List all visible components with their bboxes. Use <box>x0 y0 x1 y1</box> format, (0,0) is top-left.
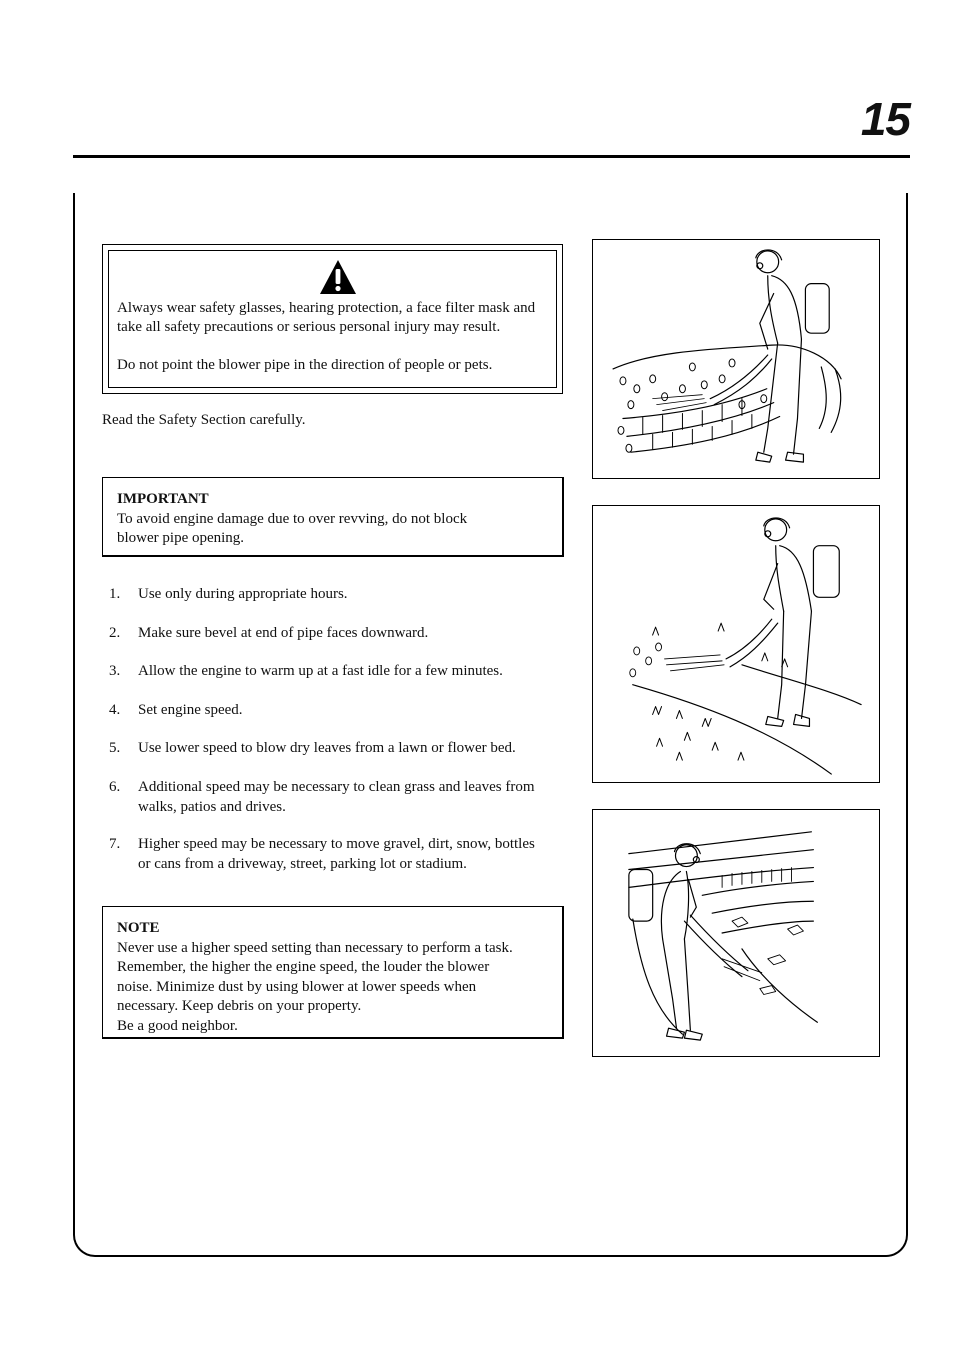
step-item <box>102 778 564 817</box>
step-text: Allow the engine to warm up at a fast idle for a few minutes. <box>138 663 503 679</box>
note-line: Remember, the higher the engine speed, the louder the blower <box>117 959 490 975</box>
step-number: 6. <box>109 779 121 795</box>
illustration-blowing-walkway <box>593 506 879 782</box>
step-item <box>102 585 564 605</box>
illustration-blowing-stadium <box>593 810 879 1056</box>
header-rule <box>73 155 910 158</box>
step-text: or cans from a driveway, street, parking lot or stadium. <box>138 855 467 872</box>
step-text: walks, patios and drives. <box>138 798 286 815</box>
figure-stadium <box>592 809 880 1057</box>
read-safety-text: Read the Safety Section carefully. <box>102 412 306 428</box>
warning-text-ppe: Always wear safety glasses, hearing protection, a face filter mask and take all safety precautions or serious personal injury may result. <box>117 300 536 335</box>
step-number: 5. <box>109 740 121 756</box>
step-number: 1. <box>109 586 121 602</box>
figure-walkway <box>592 505 880 783</box>
warning-triangle-icon <box>319 259 357 295</box>
step-number: 4. <box>109 702 121 718</box>
warning-text-direction: Do not point the blower pipe in the direction of people or pets. <box>117 357 493 373</box>
warning-box-inner <box>108 250 557 388</box>
step-item <box>102 739 564 759</box>
step-text: Use only during appropriate hours. <box>138 586 348 602</box>
step-number: 3. <box>109 663 121 679</box>
step-item <box>102 835 564 874</box>
note-heading: NOTE <box>117 920 160 936</box>
important-line: blower pipe opening. <box>117 530 245 546</box>
page-number: 15 <box>860 93 910 145</box>
note-line: necessary. Keep debris on your property. <box>117 998 362 1014</box>
note-line: Never use a higher speed setting than necessary to perform a task. <box>117 939 513 956</box>
figure-flower-bed <box>592 239 880 479</box>
step-text: Set engine speed. <box>138 702 243 718</box>
step-item <box>102 662 564 682</box>
warning-box <box>102 244 563 394</box>
note-box <box>102 906 564 1039</box>
step-text: Additional speed may be necessary to clean grass and leaves from <box>138 779 535 795</box>
illustration-leaf-blowing-flower-bed <box>593 240 879 478</box>
important-line: To avoid engine damage due to over revving, do not block <box>117 510 468 527</box>
step-item <box>102 701 564 721</box>
step-number: 2. <box>109 625 121 641</box>
important-box <box>102 477 564 557</box>
step-number: 7. <box>109 836 121 852</box>
note-line: noise. Minimize dust by using blower at lower speeds when <box>117 978 477 995</box>
step-item <box>102 624 564 644</box>
important-heading: IMPORTANT <box>117 491 209 507</box>
step-text: Use lower speed to blow dry leaves from a lawn or flower bed. <box>138 740 516 756</box>
note-line: Be a good neighbor. <box>117 1017 238 1034</box>
step-text: Higher speed may be necessary to move gravel, dirt, snow, bottles <box>138 836 535 852</box>
step-text: Make sure bevel at end of pipe faces downward. <box>138 625 429 641</box>
